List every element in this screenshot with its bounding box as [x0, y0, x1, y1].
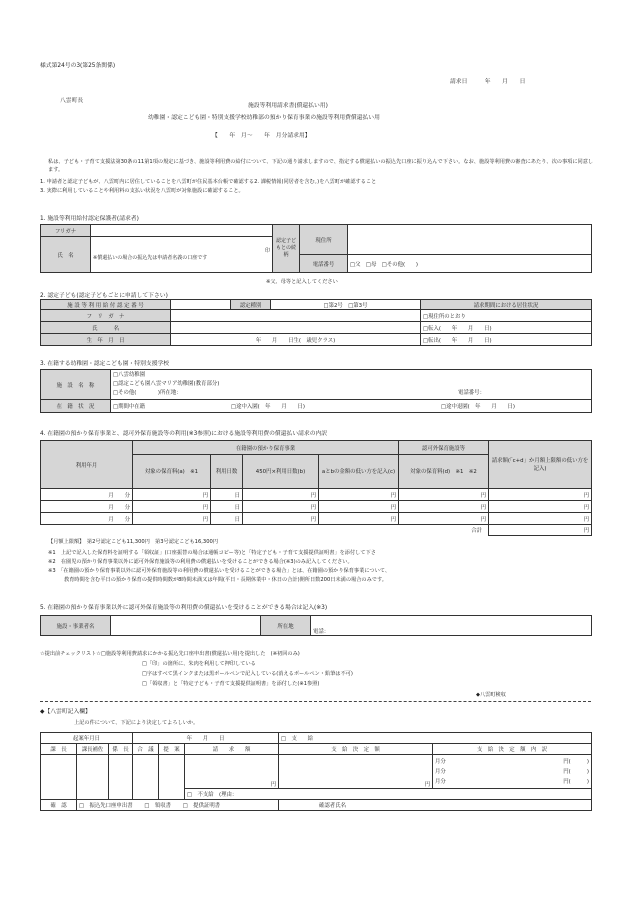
breakdown-month-1: 月分 [435, 758, 446, 765]
other-addr-label: 所在地 [261, 616, 311, 636]
breakdown-yen-1: 円( ) [563, 758, 590, 765]
checklist-3[interactable]: □字はすべて黒インクまたは黒ボールペンで記入している(消えるボールペン・鉛筆は不可) [142, 671, 353, 677]
status-join[interactable]: □途中入園( 年 月 日) [231, 404, 305, 410]
status-opt-moveout[interactable]: □転出( 年 月 日) [421, 334, 592, 346]
facility-opt-2[interactable]: □認定こども園八雲マリア幼稚園(教育部分) [113, 381, 220, 387]
cert-no-label: 施 設 等 利 用 給 付 認 定 番 号 [41, 300, 171, 310]
draft-date[interactable]: 年 月 日 [133, 733, 279, 744]
role-chief: 課 長 [41, 744, 77, 755]
checklist-1[interactable]: ☆提出前チェックリスト☆□施設等利用費請求にかかる振込先口座申出書(償還払い用)を提出した (※初回のみ) [40, 651, 300, 657]
monthly-limit: 【月額上限額】 第2号認定こども11,300円 第3号認定こども16,300円 [48, 539, 218, 545]
row-a[interactable]: 円 [133, 513, 211, 525]
breakdown-month-2: 月分 [435, 768, 446, 775]
table-row [41, 501, 592, 513]
stamp-deputy[interactable] [77, 755, 109, 800]
birth-label: 生 年 月 日 [41, 334, 171, 346]
furigana-label: フリガナ [41, 225, 91, 237]
checklist-2[interactable]: □「印」の箇所に、朱肉を利用して押印している [142, 661, 256, 667]
row-days[interactable]: 日 [211, 489, 243, 501]
role-consult: 合 議 [133, 744, 159, 755]
col-outer: 認可外保育施設等 [399, 441, 489, 455]
facility-opt-other[interactable]: □その他( )所在地： [113, 390, 182, 396]
note-1: ※1 上記で記入した保育料を証明する「領収証」(口座振替の場合は通帳コピー等)と「特定子ども・子育て支援提供証明書」を添付して下さ [48, 550, 376, 556]
relation-note: ※父、母等と記入してください [266, 279, 338, 285]
child-table [40, 299, 592, 346]
col-a: 対象の保育料(a) ※1 [133, 455, 211, 489]
breakdown-yen-3: 円( ) [563, 778, 590, 785]
stamp-chief[interactable] [41, 755, 77, 800]
cert-type-label: 認定種別 [231, 300, 271, 310]
col-month: 利用年月 [41, 441, 133, 489]
col-c: aとbの金額の低い方を記入(c) [319, 455, 399, 489]
decision-amount[interactable]: 円 [279, 755, 433, 789]
status-opt-movein[interactable]: □転入( 年 月 日) [421, 322, 592, 334]
row-a[interactable]: 円 [133, 501, 211, 513]
row-d[interactable]: 円 [399, 501, 489, 513]
consent-2: 3. 実際に利用していることや利用料の支払い状況を八雲町が対象施設に確認すること。 [40, 188, 244, 194]
section4-heading: 4. 在籍園の預かり保育事業と、認可外保育施設等の利用(※3参照)における施設等利用費の償還払い請求の内訳 [40, 431, 328, 437]
row-claim[interactable]: 円 [489, 501, 592, 513]
table-row [41, 513, 592, 525]
note-2: ※2 在園児の預かり保育事業以外に認可外保育施設等の利用費の償還払いを受けることができる場合(※3)のみ記入してください。 [48, 559, 353, 565]
stamp-consult[interactable] [133, 755, 159, 800]
form-id: 様式第24号の3(第25条関係) [40, 63, 116, 69]
row-month[interactable]: 月 分 [41, 513, 133, 525]
breakdown-month-3: 月分 [435, 778, 446, 785]
stamp-section[interactable] [109, 755, 133, 800]
section5-heading: 5. 在籍園の預かり保育事業以外に認可外保育施設等の利用費の償還払いを受けることができる場合は記入(※3) [40, 605, 328, 611]
status-leave[interactable]: □途中退園( 年 月 日) [441, 404, 515, 410]
guardian-table [40, 224, 592, 273]
name-label: 氏 名 [41, 237, 91, 273]
facility-label: 施 設 名 称 [41, 370, 111, 400]
note-3b: 教育時間を含む平日の預かり保育の提供時間数が8時間未満又は年間(平日・長期休業中・休日の合計)開所日数200日未満の場合のみです。 [64, 577, 387, 583]
role-deputy: 課長補佐 [77, 744, 109, 755]
stamp-proposal[interactable] [159, 755, 185, 800]
total-label: 合計 [471, 528, 482, 535]
period-status-label: 請求期間における居住状況 [421, 300, 592, 310]
total-value[interactable]: 円 [489, 525, 592, 536]
title-1: 施設等利用請求書(償還払い用) [248, 103, 328, 109]
row-days[interactable]: 日 [211, 513, 243, 525]
enroll-status-label: 在 籍 状 況 [41, 400, 111, 413]
role-section: 係 長 [109, 744, 133, 755]
office-table [40, 732, 592, 811]
breakdown-yen-2: 円( ) [563, 768, 590, 775]
confirm-account[interactable]: □ 振込先口座申出書 [79, 803, 133, 809]
facility-table [40, 369, 592, 413]
row-month[interactable]: 月 分 [41, 489, 133, 501]
seal-mark: 印 [264, 247, 270, 254]
name-field[interactable] [91, 237, 273, 273]
status-opt-current[interactable]: □現住所のとおり [421, 310, 592, 322]
birth-field[interactable]: 年 月 日生( 歳児クラス) [171, 334, 421, 346]
confirm-label: 確 認 [41, 800, 77, 811]
period: 【 年 月～ 年 月分請求用】 [212, 133, 311, 139]
furigana-field[interactable] [91, 225, 273, 237]
claim-amount[interactable]: 円 [185, 755, 279, 789]
col-b: 450円×利用日数(b) [243, 455, 319, 489]
row-b[interactable]: 円 [243, 501, 319, 513]
relation-label: 認定子どもとの続柄 [273, 225, 300, 273]
facility-opt-1[interactable]: □八雲幼稚園 [113, 372, 146, 378]
row-days[interactable]: 日 [211, 501, 243, 513]
office-heading: ◆【八雲町記入欄】 [40, 709, 91, 715]
draft-label: 起案年月日 [41, 733, 133, 744]
row-c[interactable]: 円 [319, 513, 399, 525]
addressee: 八雲町長 [60, 98, 84, 104]
title-2: 幼稚園・認定こども園・特別支援学校幼稚部の預かり保育事業の施設等利用費償還払い用 [148, 115, 380, 121]
intro: 私は、子ども・子育て支援法第30条の11第1項の規定に基づき、施設等利用費の給付について、下記の通り請求しますので、指定する償還払いの振込先口座に振り込んで下さい。なお、施設等利用費の審査にあたり、次の事項に同意します。 [48, 159, 594, 173]
divider [40, 701, 591, 702]
breakdown-rows[interactable] [433, 755, 592, 789]
row-month[interactable]: 月 分 [41, 501, 133, 513]
row-c[interactable]: 円 [319, 489, 399, 501]
table-row [41, 489, 592, 501]
facility-phone: 電話番号： [458, 390, 485, 396]
row-a[interactable]: 円 [133, 489, 211, 501]
town-check: ◆八雲町検収 [476, 692, 506, 698]
confirm-cert[interactable]: □ 提供証明書 [182, 803, 221, 809]
office-text: 上記の件について、下記により決定してよろしいか。 [74, 720, 199, 726]
row-c[interactable]: 円 [319, 501, 399, 513]
child-name-field[interactable] [171, 322, 421, 334]
nopay-option[interactable]: □ 不支給 (理由： [185, 789, 592, 800]
col-inner: 在籍園の預かり保育事業 [133, 441, 399, 455]
section2-heading: 2. 認定子ども(認定子どもごとに申請して下さい) [40, 293, 168, 299]
row-b[interactable]: 円 [243, 513, 319, 525]
decision-header: 支 給 決 定 額 [279, 744, 433, 755]
role-proposal: 提 案 [159, 744, 185, 755]
row-claim[interactable]: 円 [489, 513, 592, 525]
request-date: 請求日 年 月 日 [450, 79, 526, 85]
row-b[interactable]: 円 [243, 489, 319, 501]
child-name-label: 氏 名 [41, 322, 171, 334]
note-3a: ※3 「在籍園の預かり保育事業以外に認可外保育施設等の利用費の償還払いを受けることができる場合」とは、在籍園の預かり保育事業について、 [48, 568, 391, 574]
row-d[interactable]: 円 [399, 489, 489, 501]
child-furigana-label: フ リ ガ ナ [41, 310, 171, 322]
section3-heading: 3. 在籍する幼稚園・認定こども園・特別支援学校 [40, 361, 170, 367]
col-claim: 請求額(「c+d」か月額上限額の低い方を記入) [489, 441, 592, 489]
child-furigana-field[interactable] [171, 310, 421, 322]
claim-header: 請 求 額 [185, 744, 279, 755]
consent-1: 1. 申請者と認定子どもが、八雲町内に居住していることを八雲町が住民基本台帳で確認する2. 課税情報(同居者を含む。)を八雲町が確認すること [40, 179, 377, 185]
other-name-label: 施設・事業者名 [41, 616, 111, 636]
other-facility-table [40, 615, 592, 636]
address-label: 現住所 [300, 225, 348, 255]
phone-label: 電話番号 [300, 255, 348, 273]
breakdown-table [40, 440, 592, 536]
seal-note: ※償還払いの場合の振込先は申請者名義の口座です [93, 254, 208, 261]
status-full[interactable]: □期間中在籍 [113, 404, 146, 410]
other-name-field[interactable] [111, 616, 261, 636]
address-field[interactable] [348, 225, 592, 255]
col-d: 対象の保育料(d) ※1 ※2 [399, 455, 489, 489]
pay-option[interactable]: □ 支 給 [279, 733, 592, 744]
row-d[interactable]: 円 [399, 513, 489, 525]
confirmer-name[interactable]: 確認者氏名 [279, 800, 592, 811]
section1-heading: 1. 施設等利用給付認定保護者(請求者) [40, 216, 139, 222]
row-claim[interactable]: 円 [489, 489, 592, 501]
cert-type-options[interactable]: □第2号 □第3号 [271, 300, 421, 310]
col-days: 利用日数 [211, 455, 243, 489]
other-phone-field[interactable]: 電話： [311, 616, 592, 636]
checklist-4[interactable]: □「領収書」と「特定子ども・子育て支援提供証明書」を添付した(※1参照) [142, 681, 320, 687]
confirm-receipt[interactable]: □ 領収書 [144, 803, 171, 809]
breakdown-header: 支 給 決 定 額 内 訳 [433, 744, 592, 755]
relation-options[interactable]: □父 □母 □その他( ) [348, 255, 592, 273]
